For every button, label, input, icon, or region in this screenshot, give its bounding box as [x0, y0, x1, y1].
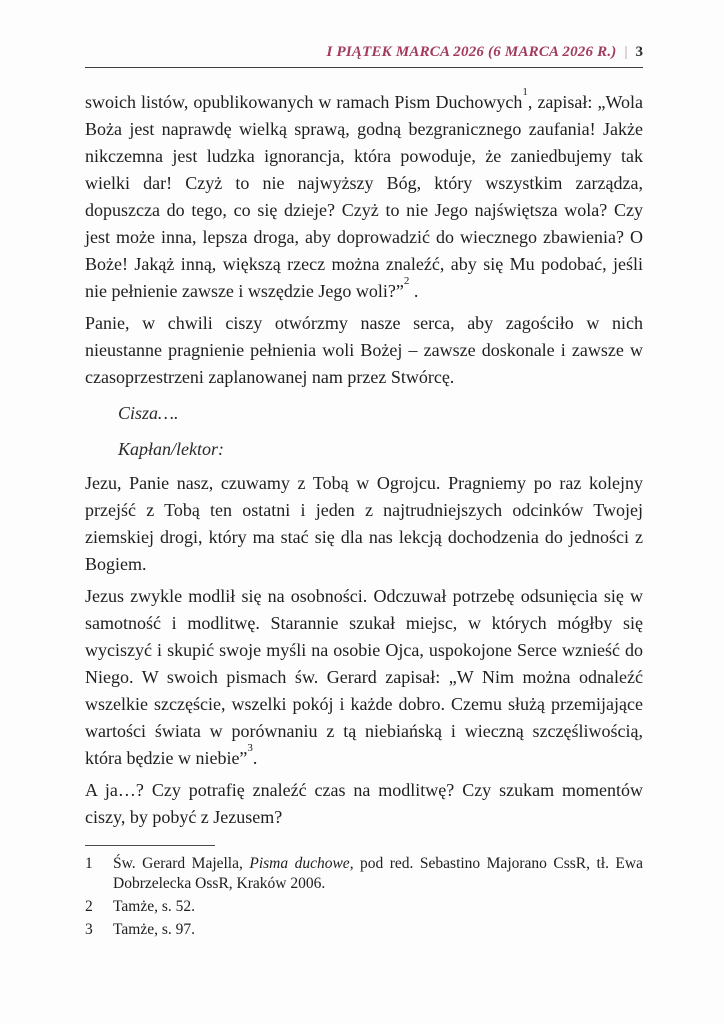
footnote-text	[113, 854, 643, 894]
paragraph-prayer-invitation: Panie, w chwili ciszy otwórzmy nasze serca, aby zagościło w nich nieustanne pragnienie pełnienia woli Bożej – zawsze doskonale i zawsze w czasoprzestrzeni zaplanowanej nam przez Stwórcę.	[85, 313, 643, 387]
paragraph-jesus-gethsemane: Jezu, Panie nasz, czuwamy z Tobą w Ogrojcu. Pragniemy po raz kolejny przejść z Tobą ten ostatni i jeden z najtrudniejszych odcinków Twojej ziemskiej drogi, który ma stać się dla nas lekcją dochodzenia do jedności z Bogiem.	[85, 473, 643, 574]
footnote-ref-2: 2	[403, 275, 410, 287]
footnote-3	[85, 920, 643, 940]
footnote-divider	[85, 845, 215, 846]
footnote-text-part: Tamże, s. 97.	[113, 921, 195, 938]
silence-rubric: Cisza….	[118, 403, 179, 423]
footnote-text-part: Św. Gerard Majella,	[113, 855, 250, 872]
footnote-number: 1	[85, 855, 93, 872]
footnote-1	[85, 854, 643, 894]
footnotes-section	[85, 845, 643, 943]
paragraph-text: Jezus zwykle modlił się na osobności. Odczuwał potrzebę odsunięcia się w samotność i modlitwę. Starannie szukał miejsc, w których mógłby się wyciszyć i skupić swoje myśli na osobie Ojca, uspokojone Serce wznieść do Niego. W swoich pismach św. Gerard zapisał: „W Nim można odnaleźć wszelkie szczęście, wszelki pokój i każde dobro. Czemu służą przemijające wartości świata w porównaniu z tą niebiańską i wieczną szczęśliwością, która będzie w niebie”	[85, 586, 643, 768]
paragraph-quote-will-of-god	[85, 86, 643, 305]
footnote-ref-1: 1	[522, 86, 528, 98]
running-header	[85, 0, 643, 68]
body-text	[85, 86, 643, 831]
footnote-number: 3	[85, 921, 93, 938]
paragraph-text: .	[252, 748, 258, 768]
paragraph-text: swoich listów, opublikowanych w ramach Pism Duchowych	[85, 92, 523, 112]
footnote-text	[113, 897, 643, 917]
footnote-title-italic: Pisma duchowe	[249, 855, 350, 872]
paragraph-text: , zapisał: „Wola Boża jest naprawdę wielką sprawą, godną bezgranicznego zaufania! Jakże nikczemna jest ludzka ignorancja, która powoduje, że zaniedbujemy tak wielki dar! Czyż to nie najwyższy Bóg, który wszystkim zarządza, dopuszcza do tego, co się dzieje? Czyż to nie Jego najświętsza wola? Czy jest może inna, lepsza droga, aby doprowadzić do wiecznego zbawienia? O Boże! Jakąż inną, większą rzecz można znaleźć, aby się Mu podobać, jeśli nie pełnienie zawsze i wszędzie Jego woli?”	[85, 92, 643, 301]
footnote-text-part: , pod red. Sebastino Majorano CssR, tł. Ewa Dobrzelecka OssR, Kraków 2006.	[113, 855, 643, 892]
footnote-number: 2	[85, 898, 93, 915]
footnote-2	[85, 897, 643, 917]
footnote-text-part: Tamże, s. 52.	[113, 898, 195, 915]
page-number: 3	[635, 44, 643, 60]
footnote-text	[113, 920, 643, 940]
page-content	[85, 0, 643, 831]
paragraph-jesus-prayer-solitude	[85, 583, 643, 772]
header-date-title: I PIĄTEK MARCA 2026 (6 MARCA 2026 R.)	[326, 44, 617, 60]
speaker-rubric: Kapłan/lektor:	[118, 439, 224, 459]
footnote-ref-3: 3	[247, 742, 253, 754]
paragraph-self-question: A ja…? Czy potrafię znaleźć czas na modlitwę? Czy szukam momentów ciszy, by pobyć z Jezusem?	[85, 780, 643, 827]
paragraph-text: .	[409, 281, 419, 301]
header-separator: |	[624, 44, 628, 60]
